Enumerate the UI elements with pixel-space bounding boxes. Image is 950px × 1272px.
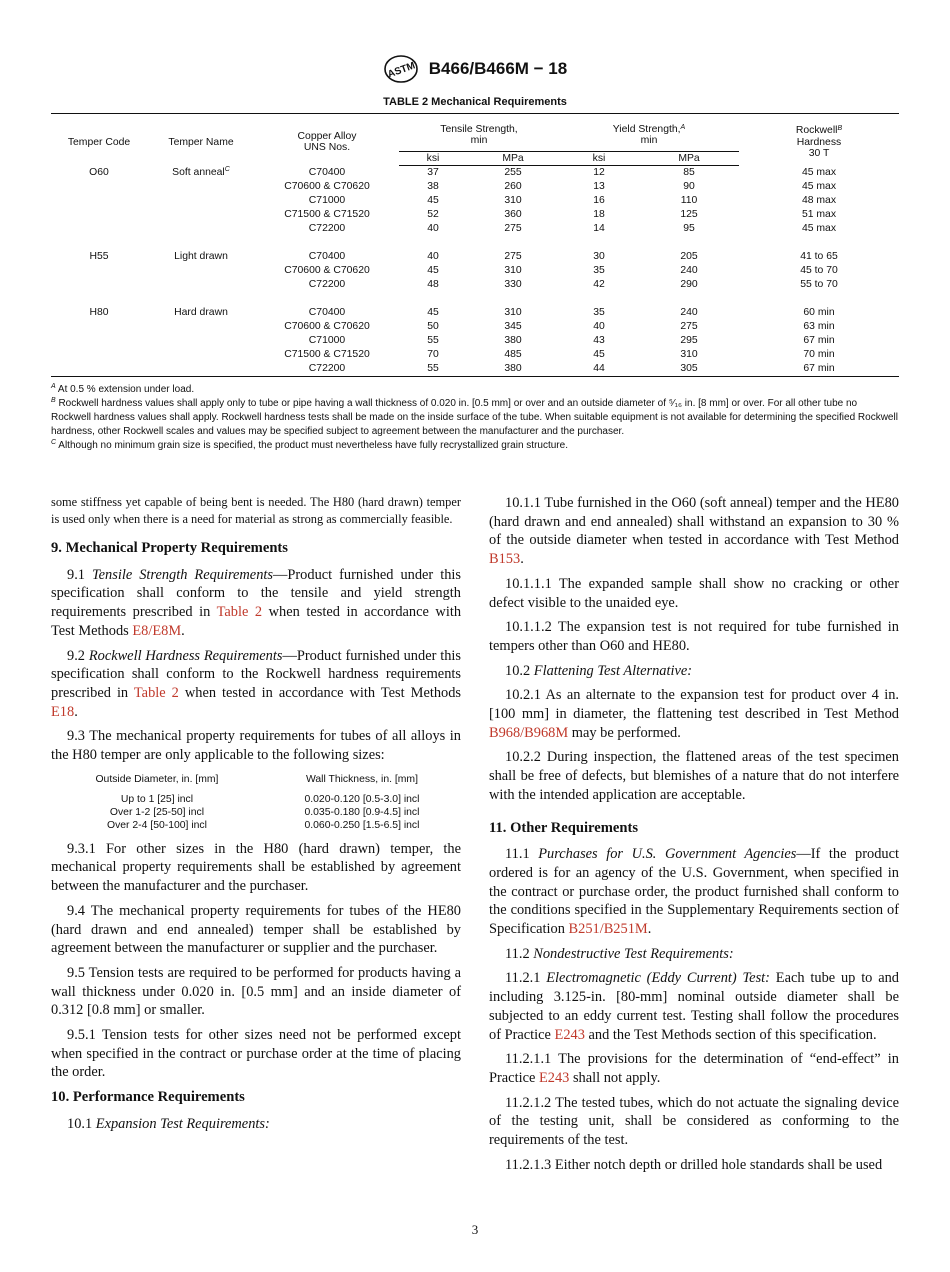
table-row: [51, 222, 899, 236]
sizes-table: [51, 771, 461, 832]
header-yield: [559, 114, 739, 152]
paragraph-9-3-1: 9.3.1 For other sizes in the H80 (hard drawn) temper, the mechanical property requirements shall be established by agreement between the manufacturer and the purchaser.: [51, 840, 461, 895]
standard-designation: B466/B466M − 18: [428, 59, 568, 78]
table-row: [51, 166, 899, 181]
tensile-ksi-cell: 45: [427, 265, 439, 276]
paragraph-10-2-2: 10.2.2 During inspection, the flattened areas of the test specimen shall be free of defects, but blemishes of a nature that do not interfere with the intended application are acceptable.: [489, 749, 899, 803]
yield-mpa-cell: 295: [680, 335, 698, 346]
table-row: [51, 306, 899, 320]
tensile-mpa-cell: 485: [504, 349, 522, 360]
temper-name-cell: Hard drawn: [174, 307, 228, 318]
alloy-cell: C72200: [255, 362, 399, 377]
header-alloy-line1: Copper Alloy: [297, 130, 357, 142]
header-tensile: [399, 114, 559, 152]
paragraph-11-2-1: 11.2.1 Electromagnetic (Eddy Current) Test: Each tube up to and including 3.125-in. [80-mm] nominal outside diameter shall be subjected to an eddy current test. Testing shall follow the procedures of Practice E243 and the Test Methods section of this specification.: [489, 970, 899, 1043]
table-row: [51, 208, 899, 222]
paragraph-9-1: 9.1 Tensile Strength Requirements—Product furnished under this specification shall conform to the tensile and yield strength requirements prescribed in Table 2 when tested in accordance with Test Methods E8/E8M.: [51, 566, 462, 639]
table-row: [51, 278, 899, 292]
rockwell-cell: 55 to 70: [800, 279, 838, 290]
footnote-a: $^A$ At 0.5 % extension under load.: [51, 383, 195, 395]
wall-cell: 0.060-0.250 [1.5-6.5] incl: [304, 819, 420, 831]
header-rockwell-sup: B: [837, 125, 843, 132]
yield-ksi-cell: 16: [593, 195, 605, 206]
page-number: 3: [471, 1222, 479, 1237]
tensile-mpa-cell: 360: [504, 209, 522, 220]
paragraph-9-2: 9.2 Rockwell Hardness Requirements—Product furnished under this specification shall conform to the Rockwell hardness requirements prescribed in Table 2 when tested in accordance with Test Methods E18.: [51, 647, 462, 720]
tensile-mpa-cell: 310: [504, 265, 522, 276]
header-temper-code: Temper Code: [51, 114, 147, 166]
paragraph-10-2: 10.2 Flattening Test Alternative:: [505, 662, 693, 679]
b251-link[interactable]: B251/B251M: [568, 921, 648, 938]
temper-code-cell: H55: [89, 251, 109, 262]
od-cell: Over 1-2 [25-50] incl: [109, 806, 205, 818]
rockwell-cell: 70 min: [803, 349, 835, 360]
table-row: [51, 793, 461, 806]
tensile-mpa-cell: 380: [467, 362, 559, 377]
alloy-cell: C72200: [308, 223, 346, 234]
table-row: [51, 264, 899, 278]
yield-ksi-cell: 18: [593, 209, 605, 220]
paragraph-10-1-1-1: 10.1.1.1 The expanded sample shall show no cracking or other defect visible to the unaided eye.: [489, 575, 899, 611]
header-yield-mpa: MPa: [639, 152, 739, 166]
od-cell: Over 2-4 [50-100] incl: [107, 819, 207, 831]
header-rockwell: [739, 114, 899, 166]
yield-ksi-cell: 40: [593, 321, 605, 332]
tensile-ksi-cell: 38: [427, 181, 439, 192]
rockwell-cell: 45 max: [801, 166, 837, 178]
yield-ksi-cell: 30: [593, 251, 605, 262]
yield-ksi-cell: 14: [593, 223, 605, 234]
document-header: [0, 54, 950, 84]
left-column: [51, 494, 461, 1140]
yield-mpa-cell: 310: [680, 349, 698, 360]
rockwell-cell: 48 max: [801, 195, 837, 206]
tensile-mpa-cell: 275: [504, 223, 522, 234]
sizes-header-wall: Wall Thickness, in. [mm]: [305, 773, 418, 785]
table-2-link[interactable]: Table 2: [216, 604, 263, 621]
paragraph-9-3: 9.3 The mechanical property requirements for tubes of all alloys in the H80 temper are only applicable to the following sizes:: [51, 728, 461, 764]
yield-mpa-cell: 110: [680, 195, 698, 206]
tensile-mpa-cell: 310: [504, 195, 522, 206]
wall-cell: 0.020-0.120 [0.5-3.0] incl: [304, 793, 420, 805]
section-10-heading: 10. Performance Requirements: [51, 1089, 245, 1106]
header-yield-ksi: ksi: [559, 152, 639, 166]
tensile-ksi-cell: 45: [427, 195, 439, 206]
tensile-ksi-cell: 40: [427, 223, 439, 234]
tensile-ksi-cell: 48: [427, 279, 439, 290]
header-yield-sup: A: [680, 123, 686, 131]
yield-ksi-cell: 12: [593, 167, 605, 178]
section-11-heading: 11. Other Requirements: [489, 819, 639, 836]
e243-link[interactable]: E243: [538, 1069, 570, 1086]
b153-link[interactable]: B153: [489, 551, 521, 568]
rockwell-cell: 41 to 65: [800, 251, 838, 262]
table-row: [51, 194, 899, 208]
yield-mpa-cell: 275: [680, 321, 698, 332]
yield-mpa-cell: 205: [680, 251, 698, 262]
alloy-cell: C71000: [308, 335, 346, 346]
alloy-cell: C70600 & C70620: [284, 181, 370, 192]
right-column: [489, 494, 899, 1181]
tensile-mpa-cell: 380: [504, 335, 522, 346]
yield-mpa-cell: 125: [680, 209, 698, 220]
tensile-ksi-cell: 37: [427, 167, 439, 178]
alloy-cell: C71500 & C71520: [284, 349, 370, 360]
section-9-heading: 9. Mechanical Property Requirements: [51, 540, 288, 556]
rockwell-cell: 45 max: [801, 223, 837, 234]
table-row: [51, 334, 899, 348]
paragraph-11-2-1-3: 11.2.1.3 Either notch depth or drilled hole standards shall be used: [505, 1156, 883, 1173]
mechanical-requirements-table: [51, 113, 899, 377]
yield-mpa-cell: 290: [680, 279, 698, 290]
temper-name-cell: Light drawn: [174, 251, 228, 262]
od-cell: Up to 1 [25] incl: [120, 793, 194, 805]
yield-ksi-cell: 44: [559, 362, 639, 377]
table-title: TABLE 2 Mechanical Requirements: [383, 96, 567, 108]
tensile-ksi-cell: 50: [427, 321, 439, 332]
paragraph-10-1-1-2: 10.1.1.2 The expansion test is not required for tube furnished in tempers other than O60 and HE80.: [489, 619, 899, 654]
rockwell-cell: 67 min: [803, 335, 835, 346]
footnote-c: $^C$ Although no minimum grain size is specified, the product must nevertheless have fully recrystallized grain structure.: [51, 439, 568, 451]
header-temper-name: Temper Name: [147, 114, 255, 166]
temper-code-cell: O60: [89, 166, 109, 178]
yield-mpa-cell: 240: [680, 265, 698, 276]
header-yield-line1: Yield Strength,: [612, 123, 681, 135]
rockwell-cell: 45 to 70: [800, 265, 838, 276]
paragraph-10-1: 10.1 Expansion Test Requirements:: [67, 1115, 270, 1132]
footnote-b: $^B$ Rockwell hardness values shall apply only to tube or pipe having a wall thickness of 0.020 in. [0.5 mm] or over and an outside diameter of ⁵⁄₁₆ in. [8 mm] or over. For all other tube no Rockwell hardness values shall apply. Rockwell hardness tests shall be made on the inside surface of the tube. When suitable equipment is not available for determining the specified Rockwell hardness, other Rockwell scales and values may be specified subject to agreement between the manufacturer and the purchaser.: [51, 397, 898, 437]
astm-logo: [383, 54, 419, 84]
tensile-mpa-cell: 260: [504, 181, 522, 192]
table-row: [51, 180, 899, 194]
rockwell-cell: 60 min: [803, 307, 835, 318]
paragraph-11-2-1-2: 11.2.1.2 The tested tubes, which do not actuate the signaling device of the testing unit, shall be considered as conforming to the requirements of the test.: [489, 1094, 899, 1149]
yield-ksi-cell: 35: [593, 265, 605, 276]
header-tensile-line1: Tensile Strength,: [440, 123, 518, 135]
tensile-ksi-cell: 40: [427, 251, 439, 262]
paragraph-10-1-1: 10.1.1 Tube furnished in the O60 (soft anneal) temper and the HE80 (hard drawn and end annealed) shall withstand an expansion to 30 % of the outside diameter when tested in accordance with Test Method B153.: [489, 495, 899, 568]
tensile-mpa-cell: 275: [504, 251, 522, 262]
yield-mpa-cell: 85: [683, 167, 695, 178]
header-yield-line2: min: [640, 135, 658, 146]
e8-e8m-link[interactable]: E8/E8M: [132, 622, 182, 639]
temper-code-cell: H80: [89, 307, 109, 318]
table-row: [51, 320, 899, 334]
e18-link[interactable]: E18: [51, 703, 75, 720]
yield-mpa-cell: 305: [639, 362, 739, 377]
alloy-cell: C71000: [308, 195, 346, 206]
header-tensile-mpa: MPa: [467, 152, 559, 166]
alloy-cell: C70600 & C70620: [284, 265, 370, 276]
rockwell-cell: 63 min: [803, 321, 835, 332]
paragraph-10-2-1: 10.2.1 As an alternate to the expansion test for product over 4 in. [100 mm] in diameter, the flattening test described in Test Method B968/B968M may be performed.: [489, 687, 899, 741]
paragraph-11-2: 11.2 Nondestructive Test Requirements:: [505, 945, 734, 962]
temper-name-cell: Soft anneal$^C$: [172, 165, 230, 178]
alloy-cell: C70400: [308, 307, 346, 318]
intro-paragraph: some stiffness yet capable of being bent is needed. The H80 (hard drawn) temper is used only when there is a need for material as strong as commercially feasible.: [51, 495, 461, 526]
paragraph-11-2-1-1: 11.2.1.1 The provisions for the determination of “end-effect” in Practice E243 shall not apply.: [489, 1051, 899, 1086]
tensile-mpa-cell: 255: [504, 167, 522, 178]
tensile-mpa-cell: 310: [504, 307, 522, 318]
yield-ksi-cell: 45: [593, 349, 605, 360]
rockwell-cell: 45 max: [801, 181, 837, 192]
alloy-cell: C72200: [308, 279, 346, 290]
table-row: [51, 819, 461, 832]
yield-mpa-cell: 95: [683, 223, 695, 234]
header-tensile-line2: min: [470, 135, 488, 146]
wall-cell: 0.035-0.180 [0.9-4.5] incl: [304, 806, 420, 818]
e243-link[interactable]: E243: [554, 1026, 585, 1043]
tensile-ksi-cell: 55: [427, 335, 439, 346]
table-body: [51, 166, 899, 377]
header-rockwell-line3: 30 T: [808, 148, 830, 159]
paragraph-9-5-1: 9.5.1 Tension tests for other sizes need not be performed except when specified in the contract or purchase order at the time of placing the order.: [51, 1027, 461, 1081]
yield-ksi-cell: 35: [593, 307, 605, 318]
yield-ksi-cell: 43: [593, 335, 605, 346]
table-2-link[interactable]: Table 2: [133, 684, 179, 701]
b968-link[interactable]: B968/B968M: [489, 724, 569, 741]
table-row: [51, 348, 899, 362]
alloy-cell: C70600 & C70620: [284, 321, 370, 332]
alloy-cell: C70400: [308, 166, 346, 178]
tensile-mpa-cell: 330: [504, 279, 522, 290]
tensile-ksi-cell: 52: [427, 209, 439, 220]
tensile-mpa-cell: 345: [504, 321, 522, 332]
alloy-cell: C70400: [308, 251, 346, 262]
yield-ksi-cell: 13: [593, 181, 605, 192]
sizes-header-od: Outside Diameter, in. [mm]: [95, 773, 219, 785]
svg-text:ASTM: ASTM: [386, 60, 417, 81]
table-row: [51, 806, 461, 819]
yield-ksi-cell: 42: [593, 279, 605, 290]
paragraph-11-1: 11.1 Purchases for U.S. Government Agencies—If the product ordered is for an agency of the U.S. Government, when specified in the contract or purchase order, the product furnished shall conform to the conditions specified in the Supplementary Requirements section of Specification B251/B251M.: [489, 846, 900, 938]
tensile-ksi-cell: 55: [399, 362, 467, 377]
table-row: [51, 362, 899, 377]
paragraph-9-5: 9.5 Tension tests are required to be performed for products having a wall thickness under 0.020 in. [0.5 mm] and an inside diameter of 0.312 [0.8 mm] or smaller.: [51, 964, 461, 1019]
header-alloy-line2: UNS Nos.: [303, 142, 351, 154]
header-rockwell-line1: Rockwell: [795, 125, 838, 136]
alloy-cell: C71500 & C71520: [284, 209, 370, 220]
rockwell-cell: 51 max: [801, 209, 837, 220]
tensile-ksi-cell: 70: [427, 349, 439, 360]
table-row: [51, 250, 899, 264]
header-copper-alloy: [255, 114, 399, 166]
yield-mpa-cell: 90: [683, 181, 695, 192]
header-tensile-ksi: ksi: [399, 152, 467, 166]
rockwell-cell: 67 min: [739, 362, 899, 377]
header-rockwell-line2: Hardness: [796, 136, 842, 148]
tensile-ksi-cell: 45: [427, 307, 439, 318]
yield-mpa-cell: 240: [680, 307, 698, 318]
paragraph-9-4: 9.4 The mechanical property requirements for tubes of the HE80 (hard drawn and end annealed) temper shall be established by agreement between the manufacturer or supplier and the purchaser.: [51, 902, 461, 957]
table-footnotes: [51, 383, 899, 453]
